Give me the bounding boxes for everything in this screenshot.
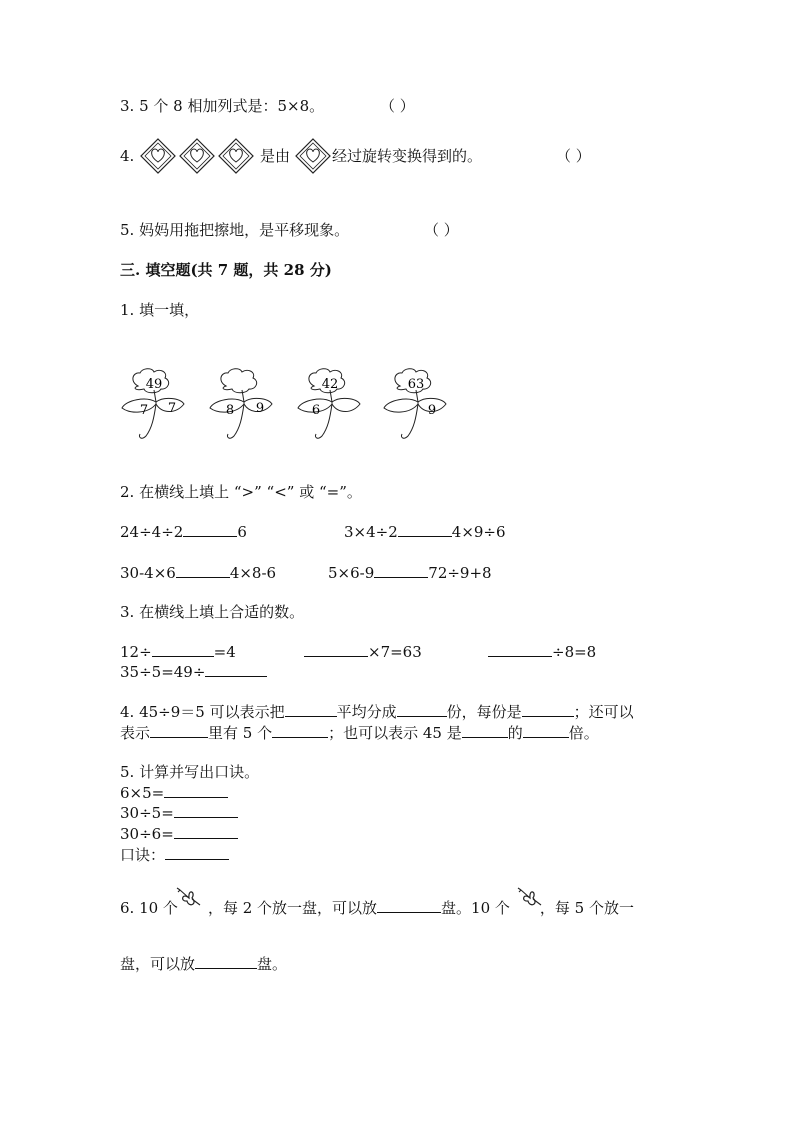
expr-left: 35÷5=49÷: [120, 663, 206, 681]
flower-3: [298, 369, 360, 438]
text: 平均分成: [336, 703, 397, 721]
fill-q5-e3: [120, 824, 238, 844]
text: ，每 5 个放一: [539, 899, 634, 917]
fill-q2-row1a: [120, 522, 247, 542]
expr-left: 5×6-9: [328, 564, 375, 582]
text: ；还可以: [573, 703, 634, 721]
answer-blank[interactable]: [150, 723, 208, 738]
flower-4-top: 63: [407, 377, 425, 392]
expr-left: 30-4×6: [120, 564, 176, 582]
flower-figures: [118, 368, 458, 448]
expr-left: 12÷: [120, 643, 152, 661]
answer-blank[interactable]: [272, 723, 328, 738]
judge-q4-paren[interactable]: （ ）: [556, 147, 591, 165]
text: 里有 5 个: [208, 724, 273, 742]
answer-blank[interactable]: [176, 563, 230, 578]
answer-blank[interactable]: [398, 522, 452, 537]
text: 的: [507, 724, 523, 742]
flower-4-right: 9: [427, 403, 437, 418]
section-title: 三. 填空题(共 7 题，共 28 分): [120, 261, 332, 279]
answer-blank[interactable]: [205, 662, 267, 677]
answer-blank[interactable]: [174, 824, 238, 839]
text: 6. 10 个: [120, 899, 178, 917]
flower-3-left: 6: [311, 403, 321, 418]
text: 4. 45÷9＝5 可以表示把: [120, 703, 285, 721]
diamond-heart-icon: [180, 139, 214, 173]
flower-2: [210, 369, 272, 438]
judge-q3: [120, 96, 324, 116]
fill-q5-e1: [120, 783, 228, 803]
expr-right: ÷8=8: [552, 643, 597, 661]
text: ；也可以表示 45 是: [328, 724, 462, 742]
fill-q4-line1: [120, 702, 634, 722]
fill-q2-row1b: [344, 522, 506, 542]
fill-q3-a: [120, 642, 236, 662]
answer-blank[interactable]: [183, 522, 237, 537]
expr-left: 口诀：: [120, 846, 166, 864]
fill-q5-label: 5. 计算并写出口诀。: [120, 763, 260, 781]
candy-icon: [517, 886, 543, 912]
answer-blank[interactable]: [523, 723, 569, 738]
expr-right: 4×9÷6: [451, 523, 506, 541]
fill-q2-row2a: [120, 563, 276, 583]
flower-1: [122, 369, 184, 438]
flower-4: [384, 369, 446, 438]
answer-blank[interactable]: [165, 845, 229, 860]
flower-1-left: 7: [139, 403, 149, 418]
answer-blank[interactable]: [174, 803, 238, 818]
expr-left: 6×5=: [120, 784, 165, 802]
diamond-heart-icon: [141, 139, 175, 173]
fill-q3-d: [120, 662, 267, 682]
judge-q3-paren[interactable]: （ ）: [380, 97, 415, 115]
flower-2-right: 9: [255, 401, 265, 416]
flower-1-top: 49: [145, 377, 163, 392]
answer-blank[interactable]: [304, 642, 368, 657]
candy-icon: [176, 886, 202, 912]
judge-q5-paren[interactable]: （ ）: [424, 221, 459, 239]
fill-q3-label: 3. 在横线上填上合适的数。: [120, 603, 305, 621]
fill-q5-e4: [120, 845, 229, 865]
diamond-heart-icons: [140, 138, 255, 178]
expr-left: 30÷5=: [120, 804, 174, 822]
flower-2-left: 8: [225, 403, 235, 418]
fill-q3-c: [488, 642, 596, 662]
judge-q4-number: 4.: [120, 147, 135, 165]
expr-left: 24÷4÷2: [120, 523, 184, 541]
expr-left: 3×4÷2: [344, 523, 398, 541]
flower-1-right: 7: [167, 401, 177, 416]
answer-blank[interactable]: [195, 954, 257, 969]
text: 盘。: [257, 955, 288, 973]
expr-right: 6: [237, 523, 247, 541]
expr-right: ×7=63: [368, 643, 422, 661]
fill-q2-label: 2. 在横线上填上 “>” “<” 或 “=”。: [120, 483, 362, 501]
text: 盘，可以放: [120, 955, 196, 973]
answer-blank[interactable]: [374, 563, 428, 578]
fill-q1-label: 1. 填一填，: [120, 301, 200, 319]
text: 份，每份是: [446, 703, 522, 721]
fill-q6-line2: [120, 954, 287, 974]
answer-blank[interactable]: [152, 642, 214, 657]
expr-right: 4×8-6: [229, 564, 277, 582]
judge-q3-text: 3. 5 个 8 相加列式是：5×8。: [120, 97, 325, 115]
fill-q2-row2b: [328, 563, 492, 583]
text: 表示: [120, 724, 151, 742]
judge-q4-text-a: 是由: [260, 147, 291, 165]
answer-blank[interactable]: [377, 898, 441, 913]
judge-q4-text-b: 经过旋转变换得到的。: [332, 147, 483, 165]
answer-blank[interactable]: [397, 702, 447, 717]
expr-left: 30÷6=: [120, 825, 174, 843]
text: 倍。: [568, 724, 599, 742]
answer-blank[interactable]: [164, 783, 228, 798]
fill-q4-line2: [120, 723, 599, 743]
expr-right: 72÷9+8: [428, 564, 492, 582]
diamond-heart-icon: [219, 139, 253, 173]
text: 盘。10 个: [441, 899, 510, 917]
flower-3-top: 42: [321, 377, 339, 392]
expr-right: =4: [213, 643, 236, 661]
answer-blank[interactable]: [285, 702, 337, 717]
text: ，每 2 个放一盘，可以放: [207, 899, 378, 917]
fill-q3-b: [304, 642, 422, 662]
fill-q5-e2: [120, 803, 238, 823]
diamond-heart-source-icon: [295, 138, 335, 178]
answer-blank[interactable]: [522, 702, 574, 717]
answer-blank[interactable]: [488, 642, 552, 657]
judge-q5-text: 5. 妈妈用拖把擦地，是平移现象。: [120, 221, 350, 239]
answer-blank[interactable]: [462, 723, 508, 738]
